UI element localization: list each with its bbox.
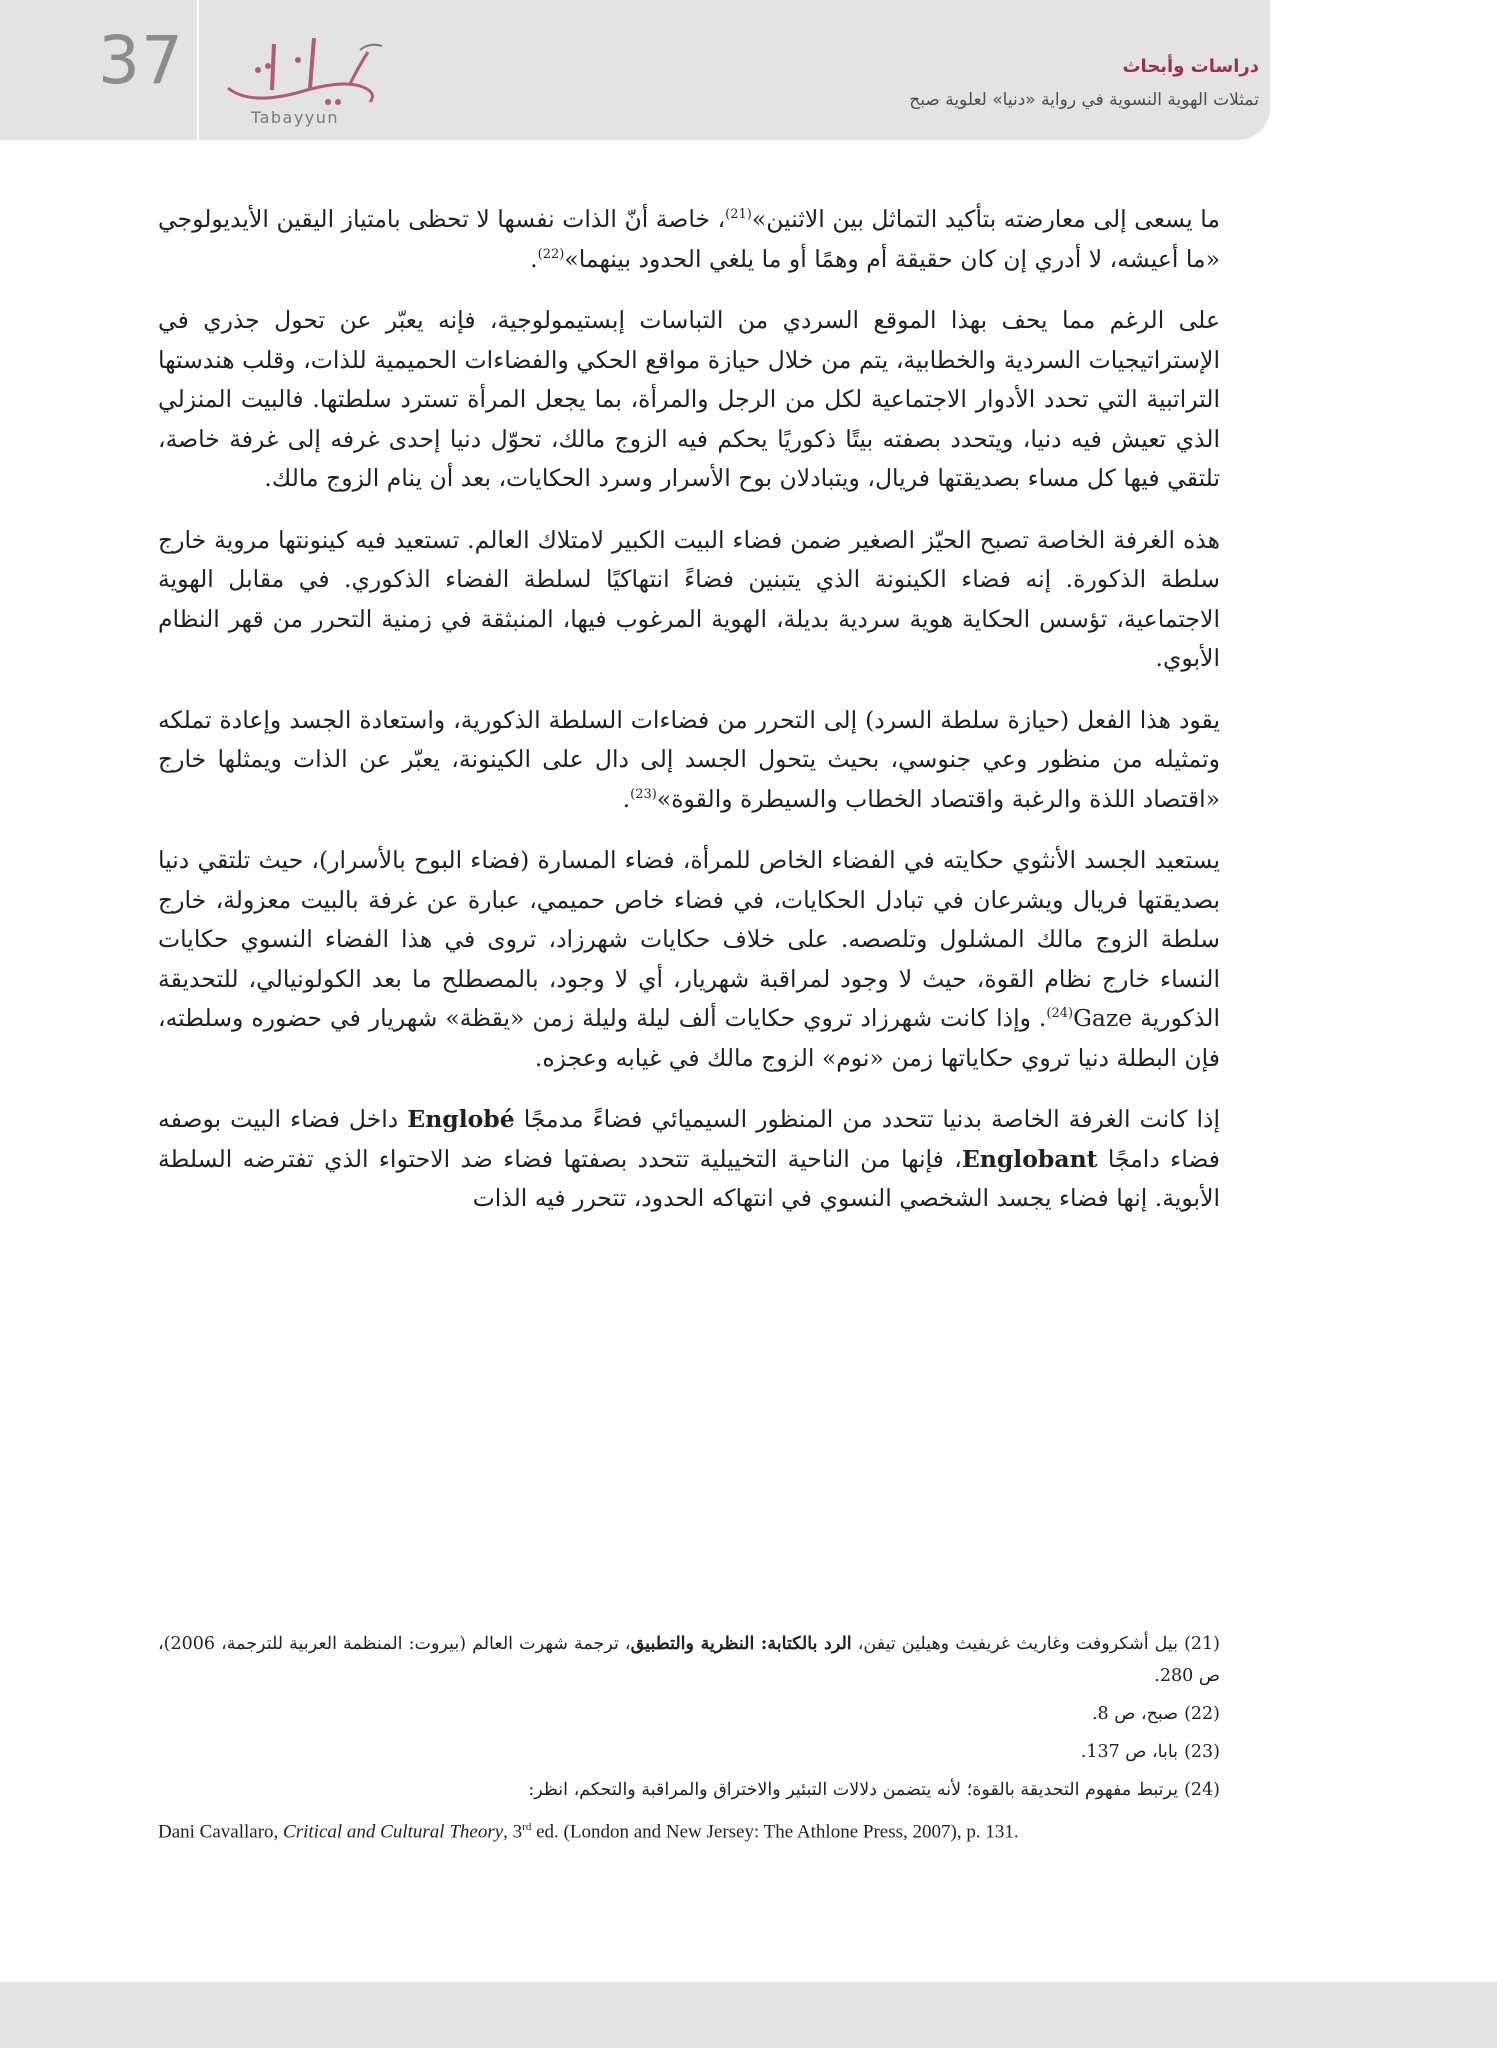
paragraph-5: يستعيد الجسد الأنثوي حكايته في الفضاء الخاص للمرأة، فضاء المسارة (فضاء البوح بالأسرار)، حيث تلتقي دنيا بصديقتها فريال ويشرعان في تبادل الحكايات، في فضاء خاص حميمي، عبارة عن غرفة بالبيت معزولة، خارج سلطة الزوج مالك المشلول وتلصصه. على خلاف حكايات شهرزاد، تروى في هذا الفضاء النسوي حكايات النساء خارج نظام القوة، حيث لا وجود لمراقبة شهريار، أي لا وجود، بالمصطلح ما بعد الكولونيالي، للتحديقة الذكورية Gaze$^{(24)}$. وإذا كانت شهرزاد تروي حكايات ألف ليلة وليلة زمن «يقظة» شهريار في حضوره وسلطته، فإن البطلة دنيا تروي حكاياتها زمن «نوم» الزوج مالك في غيابه وعجزه. bbox=[158, 846, 1220, 1072]
footnote-ref-24[interactable]: (24) bbox=[1046, 1006, 1074, 1022]
footnote-ref-22[interactable]: (22) bbox=[537, 246, 565, 262]
logo-latin-text: Tabayyun bbox=[250, 108, 340, 127]
paragraph-4: يقود هذا الفعل (حيازة سلطة السرد) إلى التحرر من فضاءات السلطة الذكورية، واستعادة الجسد وإعادة تملكه وتمثيله من منظور وعي جنوسي، بحيث يتحول الجسد إلى دال على الكينونة، يعبّر عن الذات ويمثلها خارج «اقتصاد اللذة والرغبة واقتصاد الخطاب والسيطرة والقوة»$^{(23)}$. bbox=[158, 705, 1220, 813]
footnote-24: (24)يرتبط مفهوم التحديقة بالقوة؛ لأنه يتضمن دلالات التبئير والاختراق والمراقبة والتحكم، انظر: bbox=[528, 1780, 1220, 1800]
latin-term-englobant: Englobant bbox=[961, 1144, 1098, 1173]
footnote-21: (21)بيل أشكروفت وغاريث غريفيث وهيلين تيفن، الرد بالكتابة: النظرية والتطبيق، ترجمة شهرت العالم (بيروت: المنظمة العربية للترجمة، 2006)، ص 280. bbox=[158, 1634, 1220, 1686]
footnote-22: (22)صبح، ص 8. bbox=[1091, 1704, 1220, 1724]
header-divider bbox=[197, 0, 199, 140]
footnote-24-citation: Dani Cavallaro, Critical and Cultural Theory, 3rd ed. (London and New Jersey: The Athlone Press, 2007), p. 131. bbox=[158, 1821, 1019, 1843]
page-number: 37 bbox=[98, 22, 184, 99]
paragraph-6: إذا كانت الغرفة الخاصة بدنيا تتحدد من المنظور السيميائي فضاءً مدمجًا Englobé داخل فضاء البيت بوصفه فضاء دامجًا Englobant، فإنها من الناحية التخييلية تتحدد بصفتها فضاء ضد الاحتواء الذي تفترضه السلطة الأبوية. إنها فضاء يجسد الشخصي النسوي في انتهاكه الحدود، تتحرر فيه الذات bbox=[158, 1105, 1221, 1212]
latin-term-englobe: Englobé bbox=[407, 1105, 515, 1133]
paragraph-2: على الرغم مما يحف بهذا الموقع السردي من التباسات إبستيمولوجية، فإنه يعبّر عن تحول جذري في الإستراتيجيات السردية والخطابية، يتم من خلال حيازة مواقع الحكي والفضاءات الحميمية للذات، وقلب هندستها التراتبية التي تحدد الأدوار الاجتماعية لكل من الرجل والمرأة، بما يجعل المرأة تسترد سلطتها. فالبيت المنزلي الذي تعيش فيه دنيا، ويتحدد بصفته بيتًا ذكوريًا يحكم فيه الزوج مالك، تحوّل دنيا إحدى غرفه إلى غرفة خاصة، تلتقي فيها كل مساء بصديقتها فريال، ويتبادلان بوح الأسرار وسرد الحكايات، بعد أن ينام الزوج مالك. bbox=[158, 306, 1220, 492]
footnote-ref-23[interactable]: (23) bbox=[630, 786, 657, 802]
footnotes bbox=[158, 1628, 1220, 1847]
paragraph-3: هذه الغرفة الخاصة تصبح الحيّز الصغير ضمن فضاء البيت الكبير لامتلاك العالم. تستعيد فيه كينونتها مروية خارج سلطة الذكورة. إنه فضاء الكينونة الذي يتبنين فضاءً انتهاكيًا لسلطة الفضاء الذكوري. في مقابل الهوية الاجتماعية، تؤسس الحكاية هوية سردية بديلة، الهوية المرغوب فيها، المنبثقة في زمنية التحرر من قهر النظام الأبوي. bbox=[158, 525, 1220, 672]
footnote-23: (23)بابا، ص 137. bbox=[1080, 1742, 1220, 1762]
latin-term-gaze: Gaze bbox=[1073, 1004, 1133, 1032]
section-title: دراسات وأبحاث bbox=[1122, 56, 1259, 77]
article-body bbox=[158, 200, 1220, 1241]
footer-band bbox=[0, 1982, 1497, 2048]
footnote-ref-21[interactable]: (21) bbox=[725, 207, 752, 223]
paragraph-1: ما يسعى إلى معارضته بتأكيد التماثل بين الاثنين»$^{(21)}$، خاصة أنّ الذات نفسها لا تحظى بامتياز اليقين الأيديولوجي «ما أعيشه، لا أدري إن كان حقيقة أم وهمًا أو ما يلغي الحدود بينهما»$^{(22)}$. bbox=[158, 205, 1220, 273]
running-title: تمثلات الهوية النسوية في رواية «دنيا» لعلوية صبح bbox=[909, 90, 1259, 110]
journal-logo bbox=[210, 30, 400, 130]
logo-calligraphy-icon bbox=[210, 30, 400, 110]
